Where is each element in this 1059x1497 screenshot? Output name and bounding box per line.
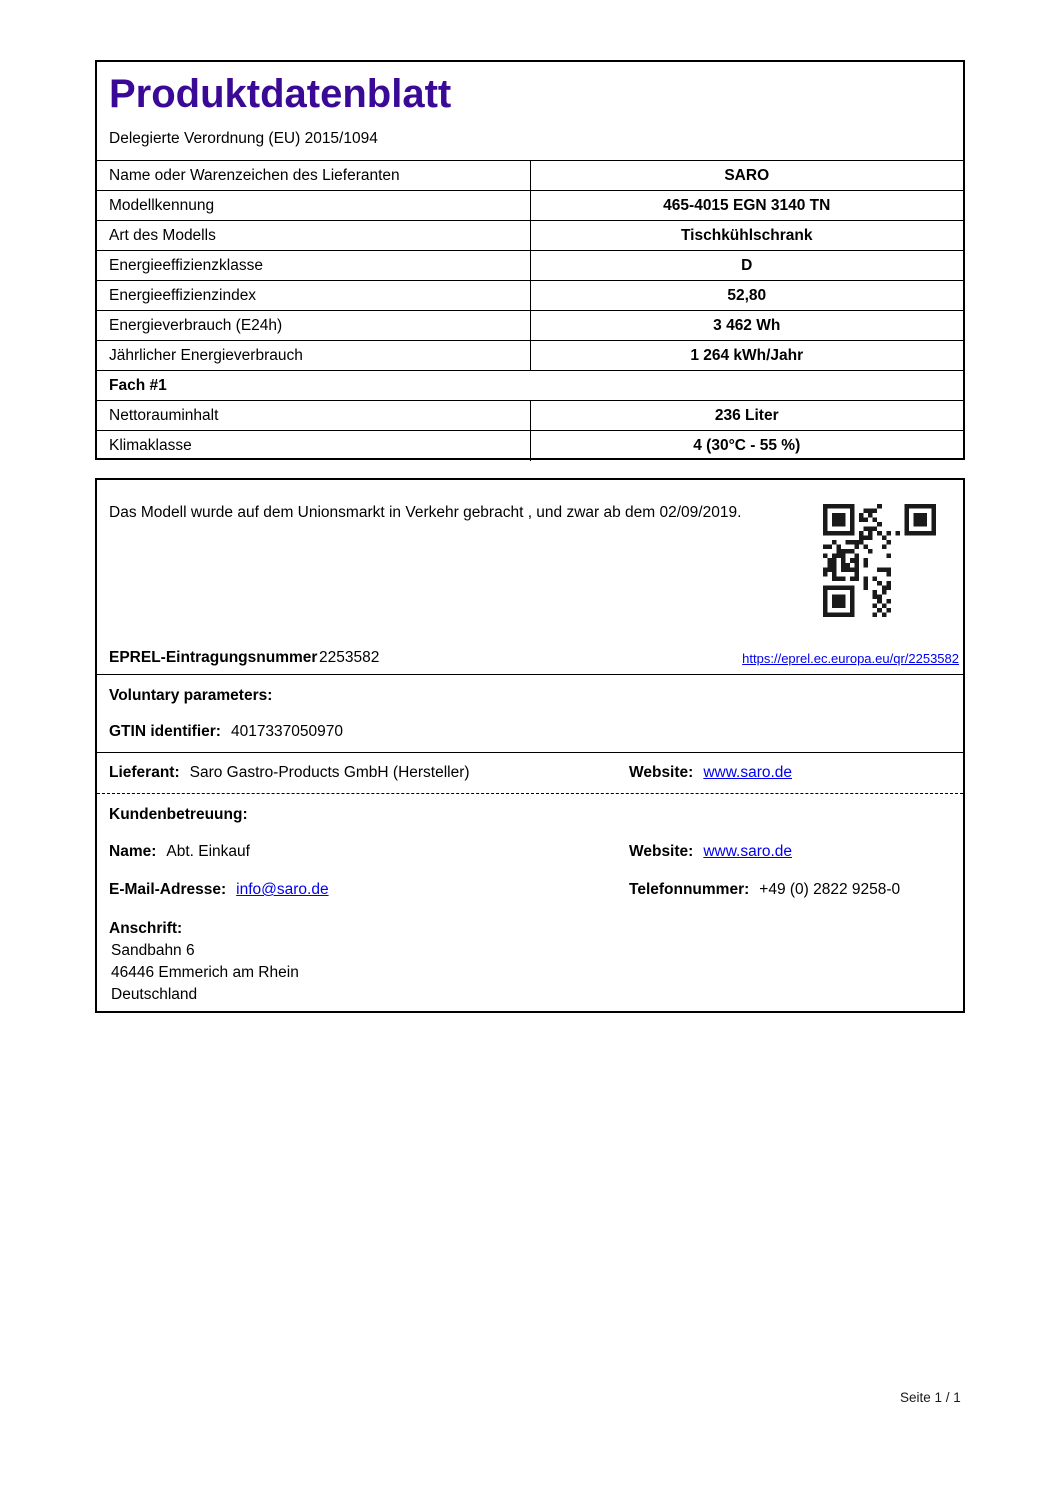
eprel-number-value: 2253582 <box>319 649 380 666</box>
name-label: Name: <box>109 843 157 860</box>
table-row <box>97 221 963 251</box>
spec-label: Art des Modells <box>97 221 530 251</box>
supplier-value: Saro Gastro-Products GmbH (Hersteller) <box>189 764 470 781</box>
supplier-info <box>109 764 470 782</box>
eprel-card <box>95 478 965 1013</box>
qr-code-icon <box>823 504 936 617</box>
market-placement-text: Das Modell wurde auf dem Unionsmarkt in Verkehr gebracht , und zwar ab dem 02/09/2019. <box>109 504 742 521</box>
eprel-number-label: EPREL-Eintragungsnummer <box>109 649 318 666</box>
spec-label: Energieeffizienzindex <box>97 281 530 311</box>
table-section-row <box>97 371 963 401</box>
spec-label: Nettorauminhalt <box>97 401 530 431</box>
spec-value: 4 (30°C - 55 %) <box>530 431 963 461</box>
gtin-row <box>109 723 343 741</box>
page-title: Produktdatenblatt <box>109 72 452 116</box>
supplier-website-link[interactable]: www.saro.de <box>703 764 793 781</box>
eprel-registration-row <box>97 645 963 674</box>
spec-label: Energieverbrauch (E24h) <box>97 311 530 341</box>
name-value: Abt. Einkauf <box>166 843 250 860</box>
table-row <box>97 191 963 221</box>
spec-value: 3 462 Wh <box>530 311 963 341</box>
spec-card <box>95 60 965 460</box>
divider <box>97 752 963 753</box>
table-row <box>97 401 963 431</box>
customer-support-heading: Kundenbetreuung: <box>109 806 248 823</box>
eprel-link[interactable]: https://eprel.ec.europa.eu/qr/2253582 <box>742 651 959 666</box>
website-label: Website: <box>629 843 694 860</box>
spec-value: 52,80 <box>530 281 963 311</box>
support-email <box>109 881 329 899</box>
support-name <box>109 843 250 861</box>
phone-value: +49 (0) 2822 9258-0 <box>759 881 901 898</box>
dashed-divider <box>97 793 963 794</box>
spec-value: 236 Liter <box>530 401 963 431</box>
spec-value: 1 264 kWh/Jahr <box>530 341 963 371</box>
spec-label: Klimaklasse <box>97 431 530 461</box>
table-row <box>97 311 963 341</box>
supplier-website <box>629 764 792 782</box>
gtin-label: GTIN identifier: <box>109 723 221 740</box>
supplier-label: Lieferant: <box>109 764 180 781</box>
gtin-value: 4017337050970 <box>230 723 344 740</box>
spec-label: Modellkennung <box>97 191 530 221</box>
spec-value: Tischkühlschrank <box>530 221 963 251</box>
support-email-link[interactable]: info@saro.de <box>236 881 329 898</box>
spec-label: Jährlicher Energieverbrauch <box>97 341 530 371</box>
table-row <box>97 341 963 371</box>
table-row <box>97 251 963 281</box>
address-city: 46446 Emmerich am Rhein <box>111 964 299 981</box>
support-phone <box>629 881 900 899</box>
section-label: Fach #1 <box>97 371 963 401</box>
regulation-subtitle: Delegierte Verordnung (EU) 2015/1094 <box>109 130 378 147</box>
spec-label: Name oder Warenzeichen des Lieferanten <box>97 161 530 191</box>
spec-value: 465-4015 EGN 3140 TN <box>530 191 963 221</box>
phone-label: Telefonnummer: <box>629 881 750 898</box>
spec-label: Energieeffizienzklasse <box>97 251 530 281</box>
table-row <box>97 161 963 191</box>
divider <box>97 674 963 675</box>
support-website-link[interactable]: www.saro.de <box>703 843 793 860</box>
address-country: Deutschland <box>111 986 198 1003</box>
address-label: Anschrift: <box>109 920 183 937</box>
website-label: Website: <box>629 764 694 781</box>
address-street: Sandbahn 6 <box>111 942 195 959</box>
email-label: E-Mail-Adresse: <box>109 881 227 898</box>
support-website <box>629 843 792 861</box>
table-row <box>97 281 963 311</box>
spec-value: SARO <box>530 161 963 191</box>
spec-table <box>97 160 963 461</box>
spec-value: D <box>530 251 963 281</box>
table-row <box>97 431 963 461</box>
page-indicator: Seite 1 / 1 <box>900 1390 961 1405</box>
voluntary-parameters-heading: Voluntary parameters: <box>109 687 273 704</box>
